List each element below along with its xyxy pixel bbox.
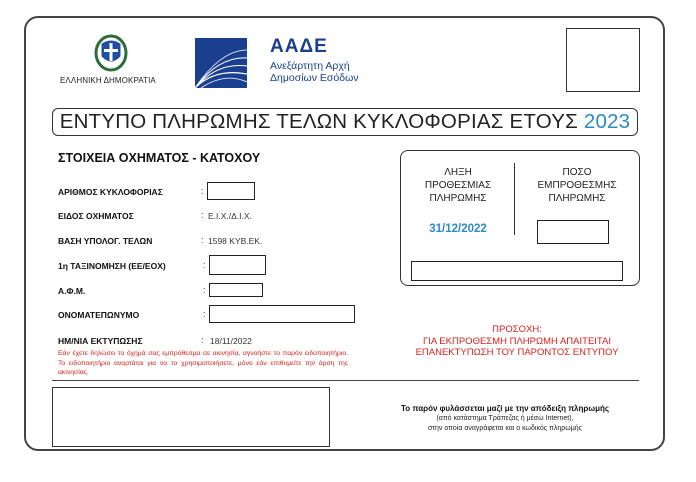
aade-logo-icon — [195, 38, 247, 88]
aade-subtitle-line-1: Ανεξάρτητη Αρχή — [270, 60, 350, 72]
footer-sub-text — [370, 414, 640, 433]
form-title-year: 2023 — [583, 110, 631, 133]
fee-base-value: 1598 ΚΥΒ.ΕΚ. — [208, 236, 263, 246]
form-title-text: ΕΝΤΥΠΟ ΠΛΗΡΩΜΗΣ ΤΕΛΩΝ ΚΥΚΛΟΦΟΡΙΑΣ ΕΤΟΥΣ — [59, 110, 578, 133]
footer-divider — [52, 380, 639, 381]
print-date-value: 18/11/2022 — [210, 336, 252, 346]
payment-divider — [514, 163, 515, 235]
plate-field — [207, 182, 255, 200]
notice-line-1: ΠΡΟΣΟΧΗ: — [492, 324, 542, 335]
footer-sub-line-1: (από κατάστημα Τράπεζας ή μέσω Internet), — [436, 415, 574, 422]
amount-header-line-3: ΠΛΗΡΩΜΗΣ — [548, 193, 606, 204]
immobilization-warning: Εάν έχετε δηλώσει το όχημά σας εμπρόθεσμα σε ακινησία, αγνοήστε το παρόν ειδοποιητήριο. Το ειδοποιητήριο αναρτάται για να το χρησιμοποιήσετε, μόνο εάν επιθυμείτε την άρση της ακινησίας. — [58, 350, 348, 376]
amount-header-line-2: ΕΜΠΡΟΘΕΣΜΗΣ — [537, 180, 617, 191]
amount-field — [537, 220, 609, 244]
vehicle-type-label: ΕΙΔΟΣ ΟΧΗΜΑΤΟΣ — [58, 211, 134, 221]
qr-code-box — [566, 28, 640, 92]
government-label: ΕΛΛΗΝΙΚΗ ΔΗΜΟΚΡΑΤΙΑ — [60, 76, 156, 85]
first-registration-label: 1η ΤΑΞΙΝΟΜΗΣΗ (ΕΕ/ΕΟΧ) — [58, 261, 166, 271]
print-date-label: ΗΜ/ΝΙΑ ΕΚΤΥΠΩΣΗΣ — [58, 336, 143, 346]
greek-emblem-icon — [94, 34, 128, 72]
notice-line-2: ΓΙΑ ΕΚΠΡΟΘΕΣΜΗ ΠΛΗΡΩΜΗ ΑΠΑΙΤΕΙΤΑΙ — [422, 335, 611, 347]
vehicle-type-value: Ε.Ι.Χ./Δ.Ι.Χ. — [208, 211, 252, 221]
section-title-vehicle: ΣΤΟΙΧΕΙΑ ΟΧΗΜΑΤΟΣ - ΚΑΤΟΧΟΥ — [58, 151, 261, 165]
due-date-header-line-1: ΛΗΞΗ — [444, 167, 472, 178]
afm-label: Α.Φ.Μ. — [58, 286, 86, 296]
amount-header — [518, 166, 636, 205]
aade-subtitle-line-2: Δημοσίων Εσόδων — [270, 72, 359, 84]
due-date-header-line-3: ΠΛΗΡΩΜΗΣ — [429, 193, 487, 204]
payment-code-field — [411, 261, 623, 281]
full-name-field — [209, 305, 355, 323]
afm-colon: : — [203, 285, 206, 295]
due-date-value: 31/12/2022 — [429, 223, 487, 235]
footer-sub-line-2: στην οποία αναγράφεται και ο κωδικός πληρωμής — [427, 424, 583, 432]
print-date-colon: : — [201, 335, 204, 345]
vehicle-type-colon: : — [201, 210, 204, 220]
plate-label: ΑΡΙΘΜΟΣ ΚΥΚΛΟΦΟΡΙΑΣ — [58, 187, 163, 197]
fee-base-label: ΒΑΣΗ ΥΠΟΛΟΓ. ΤΕΛΩΝ — [58, 236, 153, 246]
amount-header-line-1: ΠΟΣΟ — [562, 167, 592, 178]
full-name-label: ΟΝΟΜΑΤΕΠΩΝΥΜΟ — [58, 310, 140, 320]
form-title — [52, 108, 638, 136]
first-registration-colon: : — [203, 260, 206, 270]
afm-field — [209, 283, 263, 297]
payment-form-card — [24, 16, 665, 451]
footer-main-text: Το παρόν φυλάσσεται μαζί με την απόδειξη πληρωμής — [400, 404, 610, 413]
notice-line-3: ΕΠΑΝΕΚΤΥΠΩΣΗ ΤΟΥ ΠΑΡΟΝΤΟΣ ΕΝΤΥΠΟΥ — [415, 347, 619, 358]
late-payment-notice — [392, 324, 642, 359]
due-date-header — [406, 166, 510, 205]
aade-subtitle — [270, 60, 359, 84]
full-name-colon: : — [203, 309, 206, 319]
plate-colon: : — [201, 186, 204, 196]
barcode-box — [52, 387, 330, 447]
first-registration-field — [209, 255, 266, 275]
due-date-header-line-2: ΠΡΟΘΕΣΜΙΑΣ — [424, 180, 492, 191]
fee-base-colon: : — [201, 235, 204, 245]
aade-name: ΑΑΔΕ — [270, 36, 328, 57]
